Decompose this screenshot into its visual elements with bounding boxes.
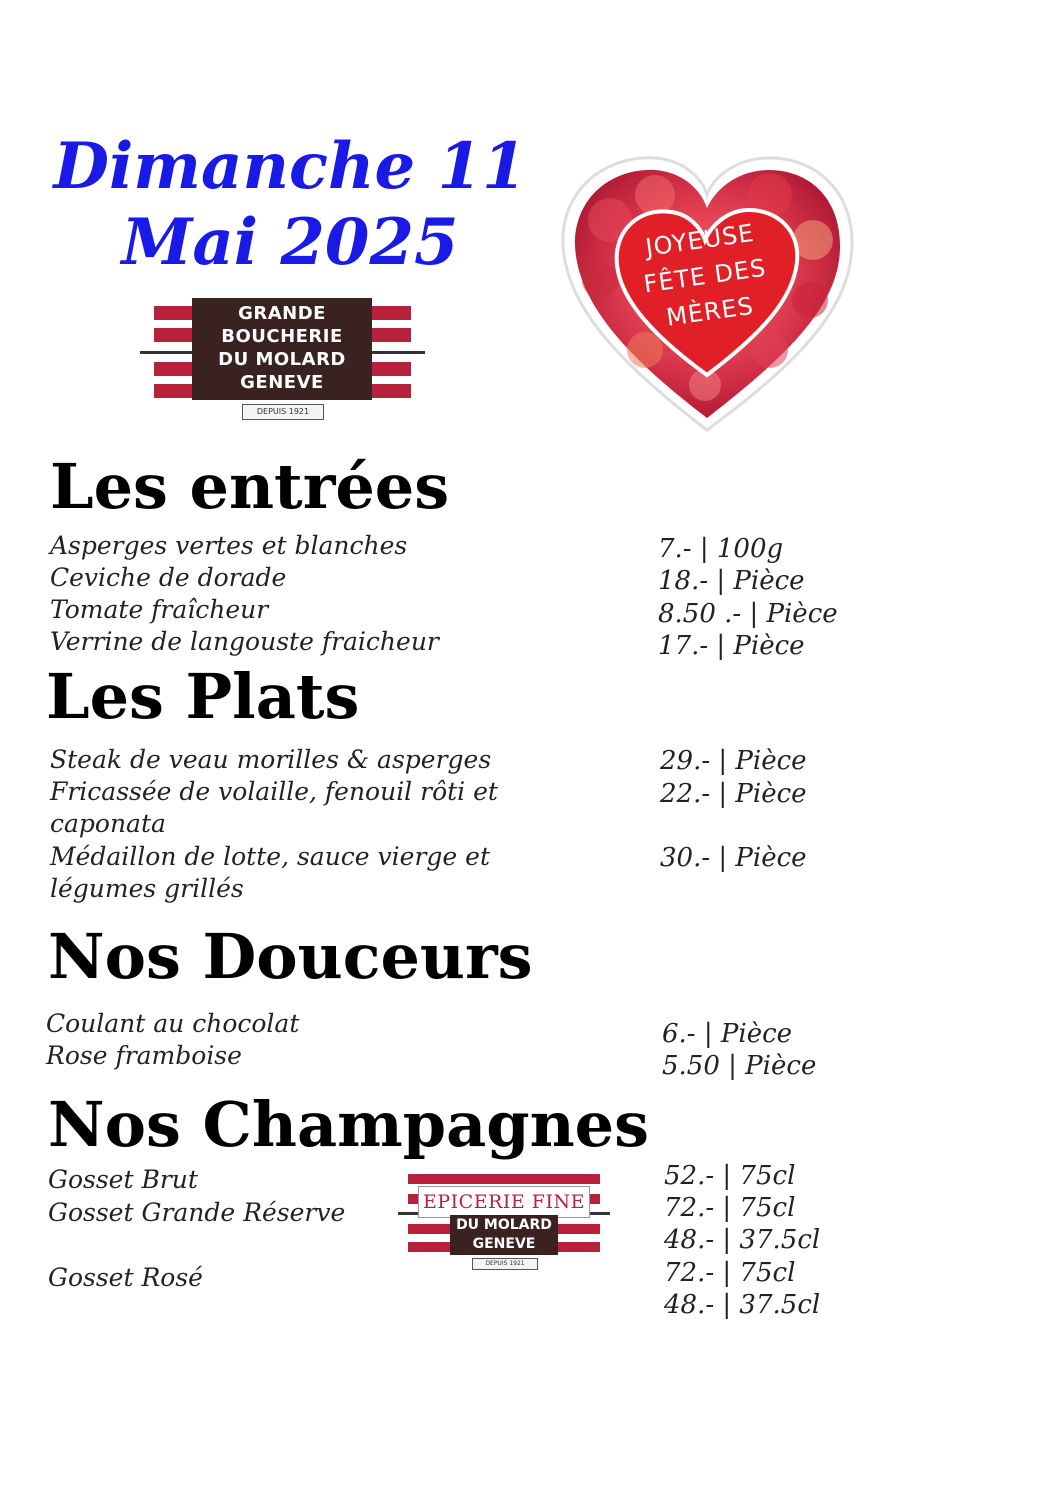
menu-item-name: Ceviche de dorade [50,563,287,592]
logo-line: DU MOLARD [218,349,346,370]
menu-item-price: 22.- | Pièce [660,779,807,809]
menu-item-name: Verrine de langouste fraicheur [50,627,439,656]
heart-line: JOYEUSE [643,218,757,262]
menu-item-price: 7.- | 100g [658,534,784,564]
menu-item-name: Rose framboise [46,1041,242,1070]
date-line-1: Dimanche 11 [53,129,527,204]
logo-line: GENEVE [240,372,324,393]
heart-text [618,211,791,340]
epicerie-fine-logo [398,1168,610,1268]
menu-item-name: Tomate fraîcheur [50,595,269,624]
menu-item-price: 52.- | 75cl [664,1161,796,1191]
epicerie-depuis: DEPUIS 1921 [472,1258,538,1270]
grande-boucherie-logo [140,288,425,420]
logo-text-box [192,298,372,400]
menu-item-price: 29.- | Pièce [660,746,807,776]
menu-item-price: 17.- | Pièce [658,631,805,661]
logo-line: GRANDE [238,303,326,324]
menu-item-name: Coulant au chocolat [46,1009,300,1038]
menu-item-price: 72.- | 75cl [664,1193,796,1223]
menu-item-price: 18.- | Pièce [658,566,805,596]
menu-item-name: Gosset Grande Réserve [48,1198,346,1227]
epicerie-line: DU MOLARD [456,1217,552,1233]
menu-item-price: 5.50 | Pièce [662,1051,817,1081]
epicerie-text-box [450,1215,558,1255]
menu-item-price: 48.- | 37.5cl [664,1225,821,1255]
heart-line: MÈRES [664,291,756,332]
section-title-entrees: Les entrées [50,450,450,523]
epicerie-title: EPICERIE FINE [418,1186,590,1218]
menu-item-name: Médaillon de lotte, sauce vierge et [50,842,490,871]
menu-item-name: Asperges vertes et blanches [50,531,408,560]
menu-item-name-cont: légumes grillés [50,874,244,903]
menu-item-price: 48.- | 37.5cl [664,1290,821,1320]
date-line-2: Mai 2025 [121,205,459,280]
section-title-douceurs: Nos Douceurs [48,920,533,993]
menu-item-name-cont: caponata [50,809,166,838]
section-title-champagnes: Nos Champagnes [48,1088,650,1161]
logo-depuis: DEPUIS 1921 [242,404,324,420]
menu-item-name: Steak de veau morilles & asperges [50,745,492,774]
heart-line: FÊTE DES [641,253,769,299]
heart-badge [555,150,860,440]
menu-item-name: Gosset Brut [48,1165,198,1194]
epicerie-line: GENEVE [472,1236,536,1252]
menu-item-name: Fricassée de volaille, fenouil rôti et [50,777,498,806]
menu-item-price: 6.- | Pièce [662,1019,793,1049]
menu-item-name: Gosset Rosé [48,1263,203,1292]
section-title-plats: Les Plats [46,660,360,733]
menu-item-price: 8.50 .- | Pièce [658,599,838,629]
menu-item-price: 72.- | 75cl [664,1258,796,1288]
logo-line: BOUCHERIE [221,326,343,347]
menu-item-price: 30.- | Pièce [660,843,807,873]
